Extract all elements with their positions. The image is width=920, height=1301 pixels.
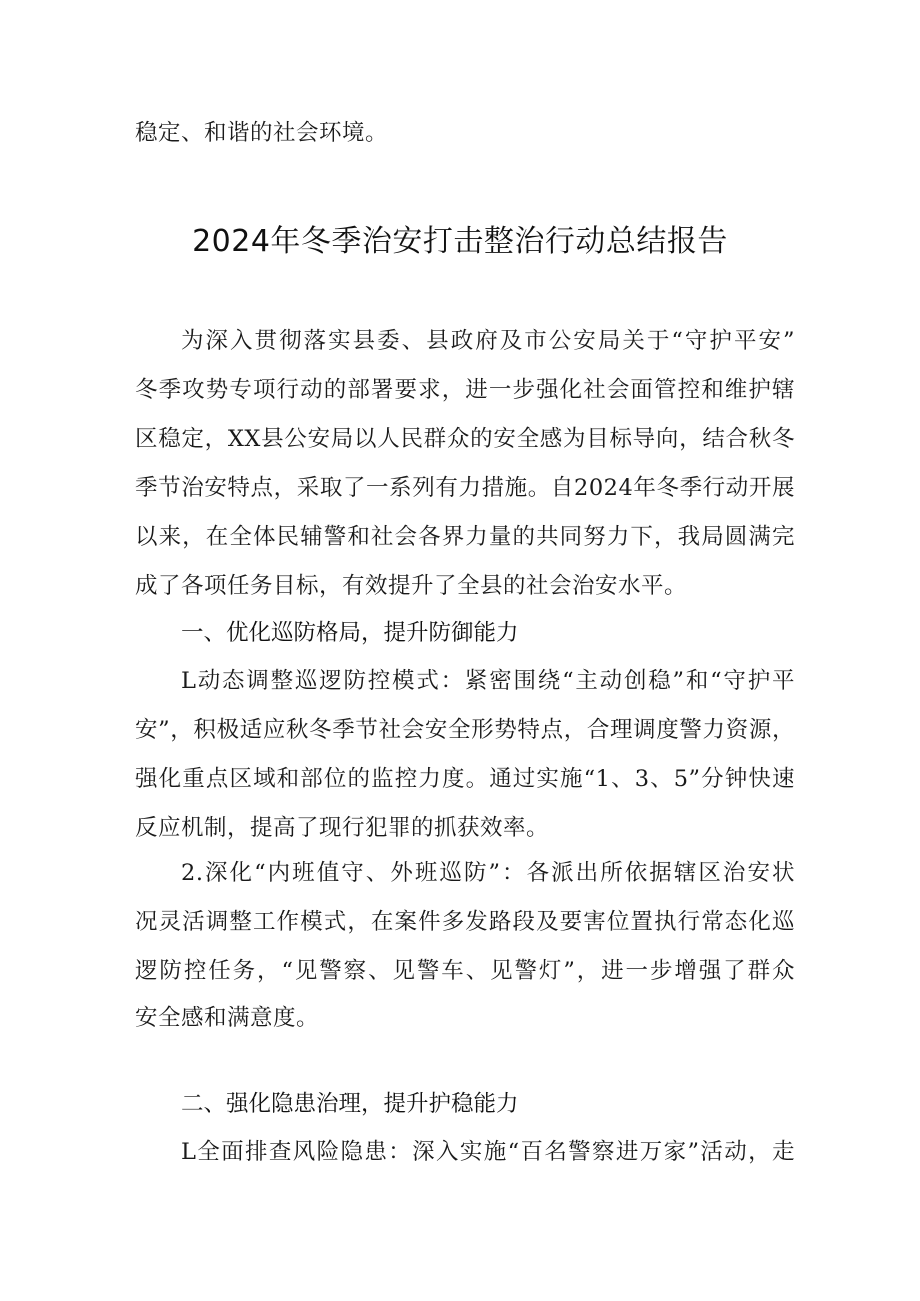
section1-item2-line: 2.深化“内班值守、外班巡防”：各派出所依据辖区治安状: [181, 860, 795, 886]
section1-item2-line: 逻防控任务，“见警察、见警车、见警灯”，进一步增强了群众: [135, 958, 795, 984]
lead-line: 稳定、和谐的社会环境。: [135, 120, 389, 146]
intro-line: 成了各项任务目标，有效提升了全县的社会治安水平。: [135, 573, 688, 599]
intro-line: 以来，在全体民辅警和社会各界力量的共同努力下，我局圆满完: [135, 524, 795, 550]
report-title: 2024年冬季治安打击整治行动总结报告: [192, 224, 728, 259]
section1-item2-line: 况灵活调整工作模式，在案件多发路段及要害位置执行常态化巡: [135, 909, 795, 935]
intro-line: 冬季攻势专项行动的部署要求，进一步强化社会面管控和维护辖: [135, 377, 795, 403]
section1-item1-line: 安”，积极适应秋冬季节社会安全形势特点，合理调度警力资源，: [135, 717, 795, 743]
intro-line: 区稳定，XX县公安局以人民群众的安全感为目标导向，结合秋冬: [135, 426, 795, 452]
section1-item1-line: 反应机制，提高了现行犯罪的抓获效率。: [135, 815, 550, 841]
section1-item1-line: L动态调整巡逻防控模式：紧密围绕“主动创稳”和“守护平: [181, 668, 795, 694]
section1-item1-line: 强化重点区域和部位的监控力度。通过实施“1、3、5”分钟快速: [135, 766, 795, 792]
section2-heading: 二、强化隐患治理，提升护稳能力: [181, 1091, 519, 1117]
intro-line: 为深入贯彻落实县委、县政府及市公安局关于“守护平安”: [181, 328, 795, 354]
section1-heading: 一、优化巡防格局，提升防御能力: [181, 620, 519, 646]
section1-item2-line: 安全感和满意度。: [135, 1005, 320, 1031]
section2-item1-line: L全面排查风险隐患：深入实施“百名警察进万家”活动，走: [181, 1139, 795, 1165]
intro-line: 季节治安特点，采取了一系列有力措施。自2024年冬季行动开展: [135, 475, 795, 501]
